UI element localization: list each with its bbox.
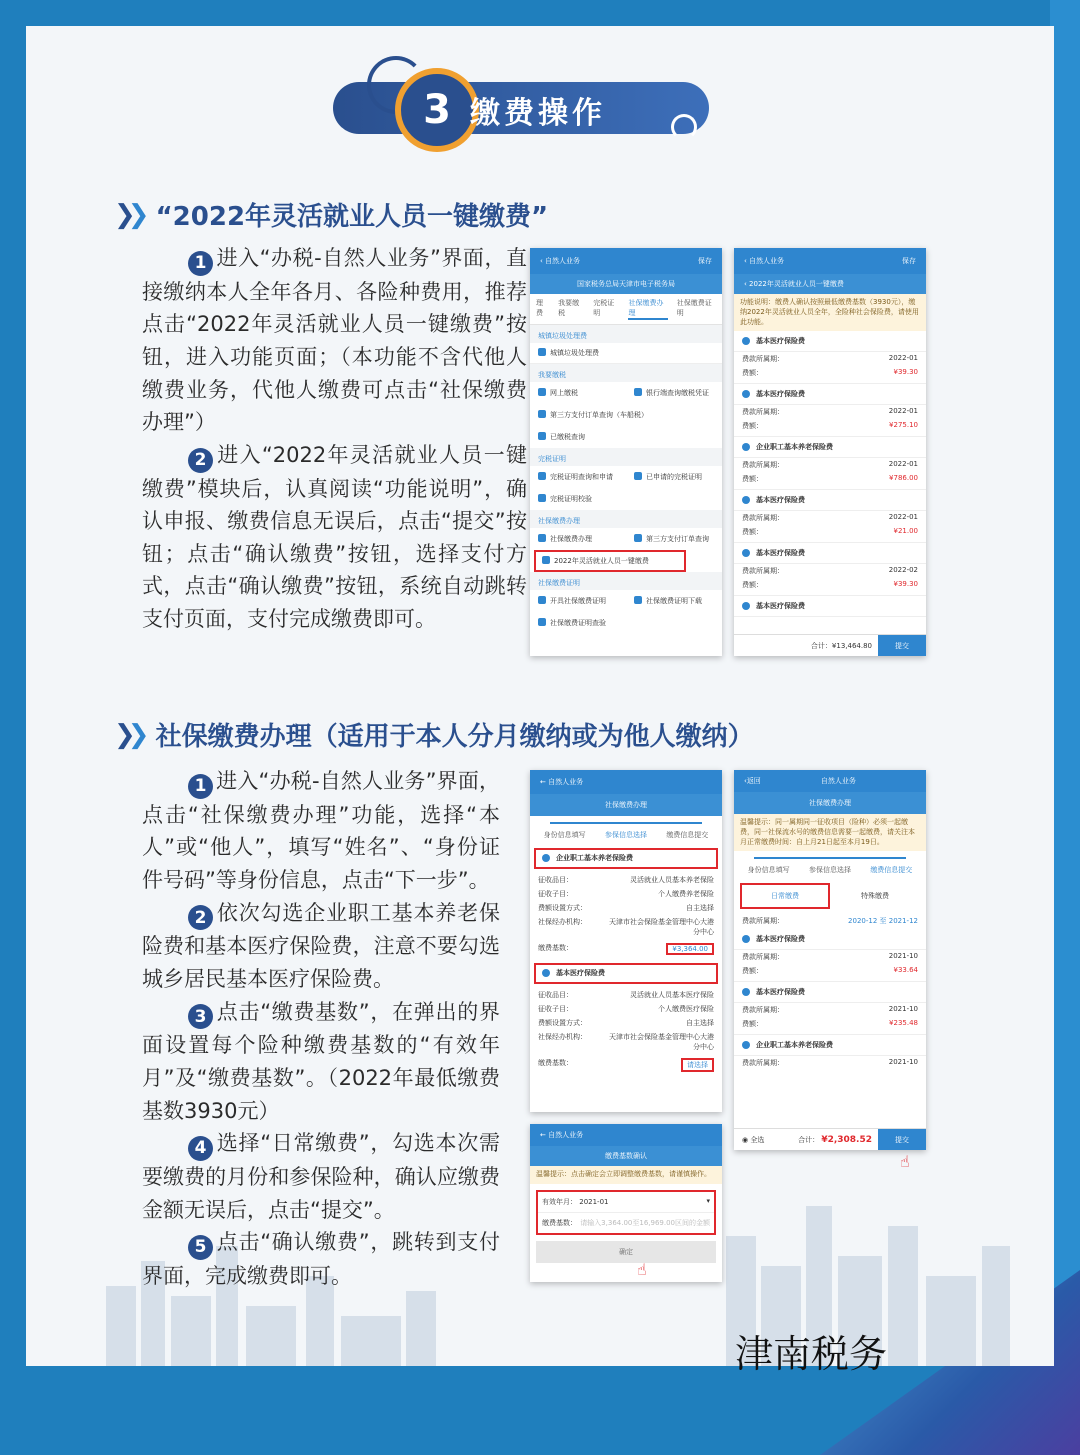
phone-subtitle: ‹ 2022年灵活就业人员一键缴费 (734, 274, 926, 294)
insurance-blocks (530, 848, 722, 1076)
total: 合计：¥13,464.80 (810, 641, 872, 650)
decor-stripe (1050, 0, 1080, 1455)
confirm-button[interactable]: 确定 (536, 1241, 716, 1263)
menu-item[interactable]: 完税证明校验 (530, 488, 626, 510)
phone-nav-bar: ‹返回 自然人业务 (734, 770, 926, 792)
submit-button[interactable]: 提交 (878, 635, 926, 657)
step-text: 进入“办税-自然人业务”界面，点击“社保缴费办理”功能，选择“本人”或“他人”，填写“姓名”、“身份证件号码”等身份信息，点击“下一步”。 (142, 769, 500, 892)
check-icon (742, 390, 750, 398)
menu-item[interactable]: 城镇垃圾处理费 (530, 343, 722, 364)
step-text: 进入“办税-自然人业务”界面，直接缴纳本人全年各月、各险种费用，推荐点击“2022年灵活就业人员一键缴费”按钮，进入功能页面；（本功能不含代他人缴费业务，代他人缴费可点击“社保缴费办理”） (142, 246, 527, 435)
badge-number: 3 (395, 68, 479, 152)
double-chevron-icon: ❯❯ (114, 199, 142, 230)
insurance-item[interactable]: 基本医疗保险费 (734, 543, 926, 564)
menu-grid (530, 382, 722, 448)
check-icon (742, 988, 750, 996)
month-field[interactable]: 有效年月： 2021-01 ▾ (536, 1192, 716, 1213)
progress-line (754, 857, 906, 859)
step-number: 5 (188, 1235, 213, 1260)
phone-subtitle: 国家税务总局天津市电子税务局 (530, 274, 722, 294)
footer-bar (734, 1128, 926, 1150)
period-row: 费款所属期： 2022-01 (734, 405, 926, 419)
brand-logo-text: 津南税务 (735, 1332, 888, 1376)
menu-item[interactable]: 开具社保缴费证明 (530, 590, 626, 612)
total: 合计： ¥2,308.52 (798, 1134, 872, 1145)
menu-item[interactable]: 已申请的完税证明 (626, 466, 722, 488)
menu-item[interactable]: 社保缴费证明查验 (530, 612, 626, 634)
insurance-item[interactable]: 基本医疗保险费 (734, 331, 926, 352)
check-icon (542, 854, 550, 862)
insurance-item[interactable]: 企业职工基本养老保险费 (734, 437, 926, 458)
menu-grid (530, 466, 722, 510)
step-number: 1 (188, 774, 213, 799)
step-text: 依次勾选企业职工基本养老保险费和基本医疗保险费，注意不要勾选城乡居民基本医疗保险费。 (142, 900, 500, 991)
fee-row: 费额： ¥275.10 (734, 419, 926, 437)
submit-button[interactable]: 提交 (878, 1129, 926, 1151)
info-row: 征收品目： 灵活就业人员基本养老保险 (530, 873, 722, 887)
insurance-checkbox-item[interactable]: 基本医疗保险费 (534, 963, 718, 984)
insurance-item[interactable]: 基本医疗保险费 (734, 490, 926, 511)
menu-item[interactable]: 社保缴费证明下载 (626, 590, 722, 612)
check-icon (542, 969, 550, 977)
badge-title: 缴费操作 (470, 96, 606, 131)
footer-bar (734, 634, 926, 656)
info-row: 费额设置方式： 自主选择 (530, 1016, 722, 1030)
menu-item[interactable]: 网上缴税 (530, 382, 626, 404)
menu-section: 社保缴费证明 (530, 572, 722, 590)
step-number: 4 (188, 1136, 213, 1161)
fee-row: 费额： ¥39.30 (734, 578, 926, 596)
fee-row: 费额： ¥21.00 (734, 525, 926, 543)
period-row: 费款所属期： 2022-02 (734, 564, 926, 578)
section2-text (142, 765, 500, 1293)
pointer-hand-icon: ☝ (637, 1260, 647, 1279)
period-row: 费款所属期： 2021-10 (734, 1003, 926, 1017)
check-icon (742, 549, 750, 557)
warm-tip: 温馨提示：同一属期同一征收项目（险种）必须一起缴费，同一社保流水号的缴费信息需要一起缴费，请关注本月正常缴费时间：自上月21日起至本月19日。 (734, 814, 926, 851)
phone-screenshot-tax-menu (530, 248, 722, 656)
phone-screenshot-base-confirm (530, 1124, 722, 1282)
pointer-hand-icon: ☝ (900, 1152, 910, 1171)
base-form (536, 1190, 716, 1235)
fee-row: 费额： ¥33.64 (734, 964, 926, 982)
period-row: 费款所属期： 2021-10 (734, 950, 926, 964)
phone-nav-bar: ‹ 自然人业务 保存 (734, 248, 926, 274)
insurance-item[interactable]: 企业职工基本养老保险费 (734, 1035, 926, 1056)
info-row: 征收子目： 个人缴费养老保险 (530, 887, 722, 901)
base-field[interactable]: 缴费基数： 请输入3,364.00至16,969.00区间的金额 (536, 1213, 716, 1233)
menu-section: 城镇垃圾处理费 (530, 325, 722, 343)
check-icon (742, 337, 750, 345)
fee-row: 费额： ¥39.30 (734, 366, 926, 384)
menu-item[interactable]: 第三方支付订单查询 (626, 528, 722, 550)
check-icon (742, 602, 750, 610)
fee-row: 费额： ¥235.48 (734, 1017, 926, 1035)
progress-line (550, 822, 702, 824)
step-number: 2 (188, 448, 213, 473)
section1-heading (114, 196, 548, 233)
fee-list (734, 331, 926, 617)
info-row: 费额设置方式： 自主选择 (530, 901, 722, 915)
period-row: 费款所属期： 2022-01 (734, 458, 926, 472)
step-number: 3 (188, 1004, 213, 1029)
info-row: 社保经办机构： 天津市社会保险基金管理中心大港分中心 (530, 915, 722, 939)
info-row: 征收品目： 灵活就业人员基本医疗保险 (530, 988, 722, 1002)
insurance-checkbox-item[interactable]: 企业职工基本养老保险费 (534, 848, 718, 869)
phone-tabs: 理费 我要缴税 完税证明 社保缴费办理 社保缴费证明 (530, 294, 722, 325)
menu-section: 社保缴费办理 (530, 510, 722, 528)
phone-subtitle: 社保缴费办理 (530, 794, 722, 816)
fee-row: 费额： ¥786.00 (734, 472, 926, 490)
step-text: 点击“确认缴费”，跳转到支付界面，完成缴费即可。 (142, 1230, 500, 1288)
section2-title: 社保缴费办理（适用于本人分月缴纳或为他人缴纳） (155, 722, 754, 752)
step-text: 进入“2022年灵活就业人员一键缴费”模块后，认真阅读“功能说明”，确认申报、缴费信息无误后，点击“提交”按钮；点击“确认缴费”按钮，选择支付方式，点击“确认缴费”按钮，系统自动跳转支付页面，支付完成缴费即可。 (142, 442, 527, 631)
menu-grid (530, 528, 722, 572)
section2-heading (114, 716, 754, 753)
menu-grid (530, 590, 722, 634)
period-row: 费款所属期： 2022-01 (734, 352, 926, 366)
fee-list (734, 929, 926, 1070)
insurance-item[interactable]: 基本医疗保险费 (734, 596, 926, 617)
phone-subtitle: 社保缴费办理 (734, 792, 926, 814)
check-icon (742, 496, 750, 504)
menu-item[interactable]: 社保缴费办理 (530, 528, 626, 550)
check-icon (742, 935, 750, 943)
base-row[interactable]: 缴费基数： ¥3,364.00 (530, 939, 722, 959)
warm-tip: 温馨提示：点击确定会立即调整缴费基数，请谨慎操作。 (530, 1166, 722, 1184)
info-row: 社保经办机构： 天津市社会保险基金管理中心大港分中心 (530, 1030, 722, 1054)
check-icon (742, 443, 750, 451)
select-all-checkbox[interactable]: ◉ 全选 (742, 1135, 765, 1144)
badge-ring-decor-small (671, 114, 697, 140)
phone-nav-bar: ← 自然人业务 (530, 1124, 722, 1146)
progress-steps: 身份信息填写 参保信息选择 缴费信息提交 (747, 866, 913, 875)
step-text: 选择“日常缴费”，勾选本次需要缴费的月份和参保险种，确认应缴费金额无误后，点击“提交”。 (142, 1131, 500, 1222)
menu-item[interactable]: 已缴税查询 (530, 426, 626, 448)
section1-text (142, 242, 527, 636)
phone-nav-bar: ‹ 自然人业务 保存 (530, 248, 722, 274)
menu-section: 完税证明 (530, 448, 722, 466)
menu-section: 我要缴税 (530, 364, 722, 382)
menu-item[interactable]: 第三方支付订单查询（车船税） (530, 404, 722, 426)
one-click-pay-item[interactable]: 2022年灵活就业人员一键缴费 (534, 550, 686, 572)
step-text: 点击“缴费基数”，在弹出的界面设置每个险种缴费基数的“有效年月”及“缴费基数”。（2022年最低缴费基数3930元） (142, 999, 500, 1123)
insurance-item[interactable]: 基本医疗保险费 (734, 384, 926, 405)
section1-title: “2022年灵活就业人员一键缴费” (155, 202, 549, 232)
phone-subtitle: 缴费基数确认 (530, 1146, 722, 1166)
progress-steps: 身份信息填写 参保信息选择 缴费信息提交 (543, 831, 709, 839)
info-row: 征收子目： 个人缴费医疗保险 (530, 1002, 722, 1016)
phone-nav-bar: ← 自然人业务 (530, 770, 722, 794)
phone-screenshot-one-click-pay (734, 248, 926, 656)
insurance-item[interactable]: 基本医疗保险费 (734, 929, 926, 950)
period-range[interactable]: 费款所属期： 2020-12 至 2021-12 (734, 913, 926, 929)
period-row: 费款所属期： 2022-01 (734, 511, 926, 525)
function-note: 功能说明：缴费人确认按照最低缴费基数（3930元），缴纳2022年灵活就业人员全年，全险种社会保险费，请使用此功能。 (734, 294, 926, 331)
base-row[interactable]: 缴费基数： 请选择 (530, 1054, 722, 1076)
menu-item[interactable]: 银行端查询缴税凭证 (626, 382, 722, 404)
step-number: 2 (188, 905, 213, 930)
tab-special-pay[interactable]: 特殊缴费 (861, 892, 889, 901)
step-number: 1 (188, 251, 213, 276)
check-icon (742, 1041, 750, 1049)
phone-screenshot-insurance-select (530, 770, 722, 1112)
pay-type-tabs (740, 883, 920, 909)
insurance-item[interactable]: 基本医疗保险费 (734, 982, 926, 1003)
menu-item[interactable]: 完税证明查询和申请 (530, 466, 626, 488)
period-row: 费款所属期： 2021-10 (734, 1056, 926, 1070)
double-chevron-icon: ❯❯ (114, 719, 142, 750)
tab-daily-pay[interactable]: 日常缴费 (740, 883, 830, 909)
phone-screenshot-daily-pay (734, 770, 926, 1150)
